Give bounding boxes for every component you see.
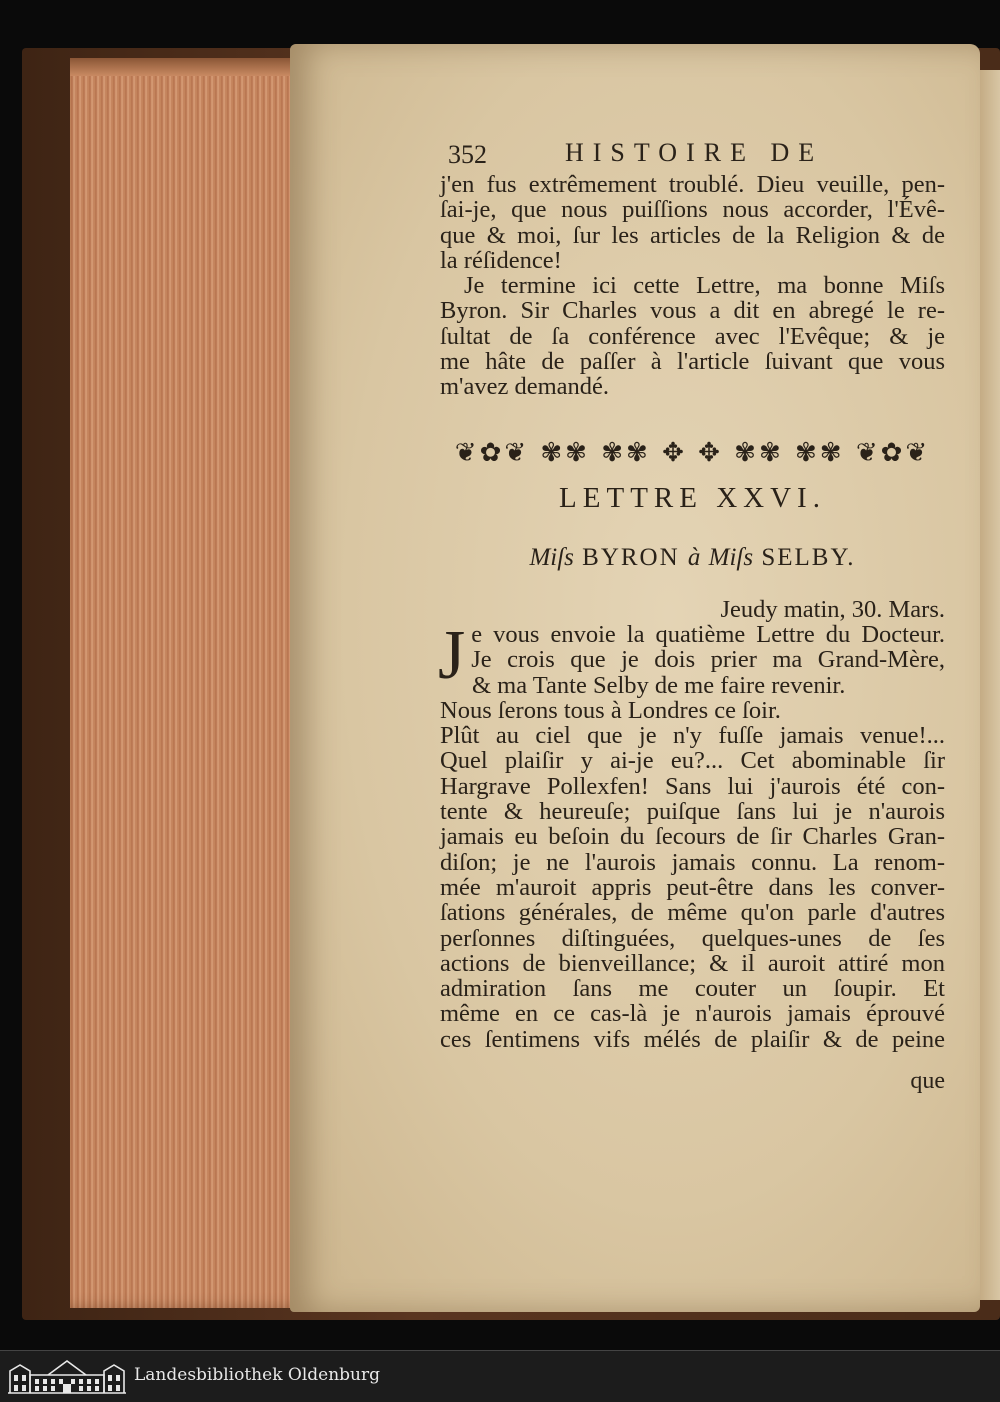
text-line: même en ce cas-là je n'aurois jamais éprouvé <box>440 1000 945 1028</box>
subtitle-from: Miſs <box>529 544 574 571</box>
subtitle-to: Miſs <box>708 544 754 571</box>
footer-bar <box>0 1350 1000 1402</box>
text-line: ſultat de ſa conférence avec l'Evêque; & je <box>440 322 945 350</box>
text-line: ces ſentimens vifs mélés de plaiſir & de peine <box>440 1025 945 1053</box>
text-line: Je crois que je dois prier ma Grand-Mère, <box>471 646 945 674</box>
subtitle-from-name: BYRON <box>582 544 680 571</box>
library-name: Landesbibliothek Oldenburg <box>134 1365 381 1385</box>
letter-body <box>438 617 945 1053</box>
letter-title: LETTRE XXVI. <box>559 482 826 514</box>
subtitle-to-name: SELBY. <box>761 544 856 571</box>
running-title: HISTOIRE DE <box>565 138 824 167</box>
text-line: e vous envoie la quatième Lettre du Docteur. <box>471 621 945 648</box>
text-line: ſations générales, de même qu'on parle d'autres <box>440 899 945 927</box>
subtitle-to-word: à <box>687 544 701 571</box>
text-line: perſonnes diſtinguées, quelques-unes de ſes <box>440 924 945 952</box>
text-line: Nous ſerons tous à Londres ce ſoir. <box>440 696 781 724</box>
library-building-icon <box>8 1357 126 1395</box>
text-line: jamais eu beſoin du ſecours de ſir Charles Gran- <box>440 823 945 851</box>
page-header <box>440 138 945 168</box>
text-line: j'en fus extrêmement troublé. Dieu veuille, pen- <box>440 171 945 198</box>
text-line: actions de bienveillance; & il auroit attiré mon <box>440 949 945 977</box>
text-line: Hargrave Pollexfen! Sans lui j'aurois été con- <box>440 772 945 800</box>
catchword: que <box>910 1068 945 1094</box>
text-line: m'avez demandé. <box>440 373 610 401</box>
text-line: diſon; je ne l'aurois jamais connu. La renom- <box>440 848 945 876</box>
text-line: que & moi, ſur les articles de la Religion & de <box>440 221 945 249</box>
text-line: Byron. Sir Charles vous a dit en abregé le re- <box>440 297 945 325</box>
text-line: tente & heureuſe; puiſque ſans lui je n'aurois <box>440 798 945 826</box>
text-line: Je termine ici cette Lettre, ma bonne Miſs <box>464 272 945 300</box>
text-line: la réſidence! <box>440 246 562 274</box>
text-line: admiration ſans me couter un ſoupir. Et <box>440 975 945 1003</box>
drop-cap: J <box>438 617 466 694</box>
text-line: & ma Tante Selby de me faire revenir. <box>472 671 846 699</box>
letter-subtitle <box>440 544 945 572</box>
text-line: mée m'auroit appris peut-être dans les conver- <box>440 873 945 901</box>
dateline: Jeudy matin, 30. Mars. <box>720 596 945 623</box>
text-line: Quel plaiſir y ai-je eu?... Cet abominable ſir <box>440 747 945 775</box>
text-line: Plût au ciel que je n'y fuſſe jamais venue!... <box>440 722 945 750</box>
ornament-band: ❦✿❦ ✾✾ ✾✾ ✥ ✥ ✾✾ ✾✾ ❦✿❦ <box>454 438 931 468</box>
page-number: 352 <box>448 140 487 169</box>
text-line: ſai-je, que nous puiſſions nous accorder, l'Évê- <box>440 196 945 224</box>
text-block-top <box>440 172 945 400</box>
page-edges <box>70 58 315 1308</box>
text-line: me hâte de paſſer à l'article ſuivant que vous <box>440 348 945 376</box>
